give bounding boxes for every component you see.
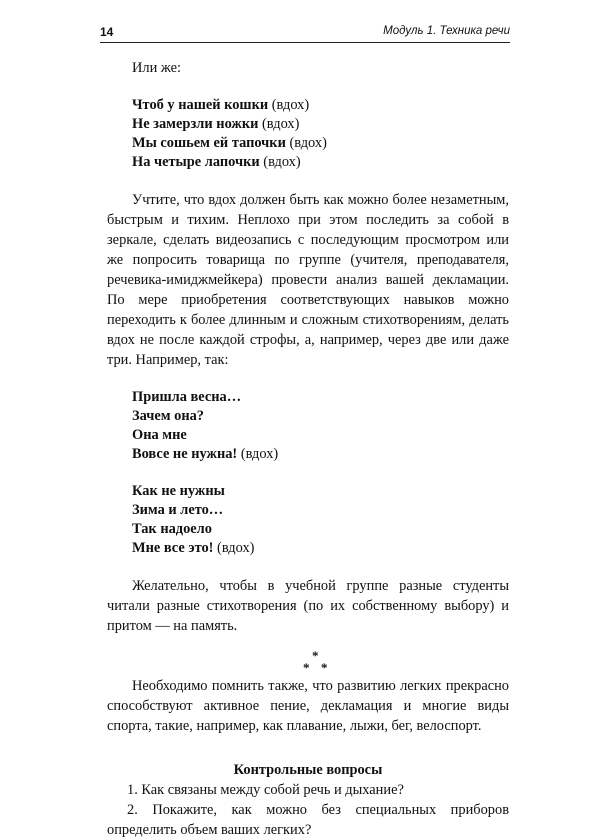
verse-line: Пришла весна… (132, 389, 242, 405)
section-separator (107, 636, 509, 676)
separator-asterisk: * (321, 660, 328, 675)
verse-line: Как не нужны (132, 483, 225, 499)
question-item: 1. Как связаны между собой речь и дыхание? (127, 782, 404, 798)
verse-line: Вовсе не нужна! (вдох) (132, 446, 279, 462)
verse-line: Мне все это! (вдох) (132, 540, 255, 556)
question-item: 2. Покажите, как можно без специальных приборов определить объем ваших легких? (107, 802, 509, 838)
page-number: 14 (100, 25, 114, 39)
verse-line: Не замерзли ножки (вдох) (132, 116, 300, 132)
separator-asterisk: * (312, 648, 319, 663)
verse-kitten (132, 96, 509, 172)
paragraph-breathing-advice: Учтите, что вдох должен быть как можно более незаметным, быстрым и тихим. Неплохо при этом последить за собой в зеркале, сделать видеозапись с последующим просмотром или же попросить товарища по группе (учителя, преподавателя, речевика-имиджмейкера) провести анализ вашей декламации. По мере приобретения соответствующих навыков можно переходить к более длинным и сложным стихотворениям, делать вдох не после каждой строфы, а, например, через две или даже три. Например, так: (107, 192, 509, 368)
page-content (107, 58, 509, 840)
verse-line: Так надоело (132, 521, 212, 537)
verse-seasons (132, 482, 509, 558)
intro-line: Или же: (132, 60, 182, 76)
verse-line: На четыре лапочки (вдох) (132, 154, 301, 170)
verse-spring (132, 388, 509, 464)
running-header (100, 20, 510, 43)
verse-line: Мы сошьем ей тапочки (вдох) (132, 135, 327, 151)
running-title: Модуль 1. Техника речи (383, 25, 510, 37)
verse-line: Чтоб у нашей кошки (вдох) (132, 97, 310, 113)
verse-line: Зима и лето… (132, 502, 224, 518)
paragraph-lung-development: Необходимо помнить также, что развитию легких прекрасно способствуют активное пение, декламация и многие виды спорта, такие, например, как плавание, лыжи, бег, велоспорт. (107, 678, 509, 734)
separator-asterisk: * (303, 660, 310, 675)
verse-line: Зачем она? (132, 408, 204, 424)
verse-line: Она мне (132, 427, 187, 443)
questions-heading: Контрольные вопросы (233, 762, 383, 778)
paragraph-memorization: Желательно, чтобы в учебной группе разные студенты читали разные стихотворения (по их собственному выбору) и притом — на память. (107, 578, 509, 634)
